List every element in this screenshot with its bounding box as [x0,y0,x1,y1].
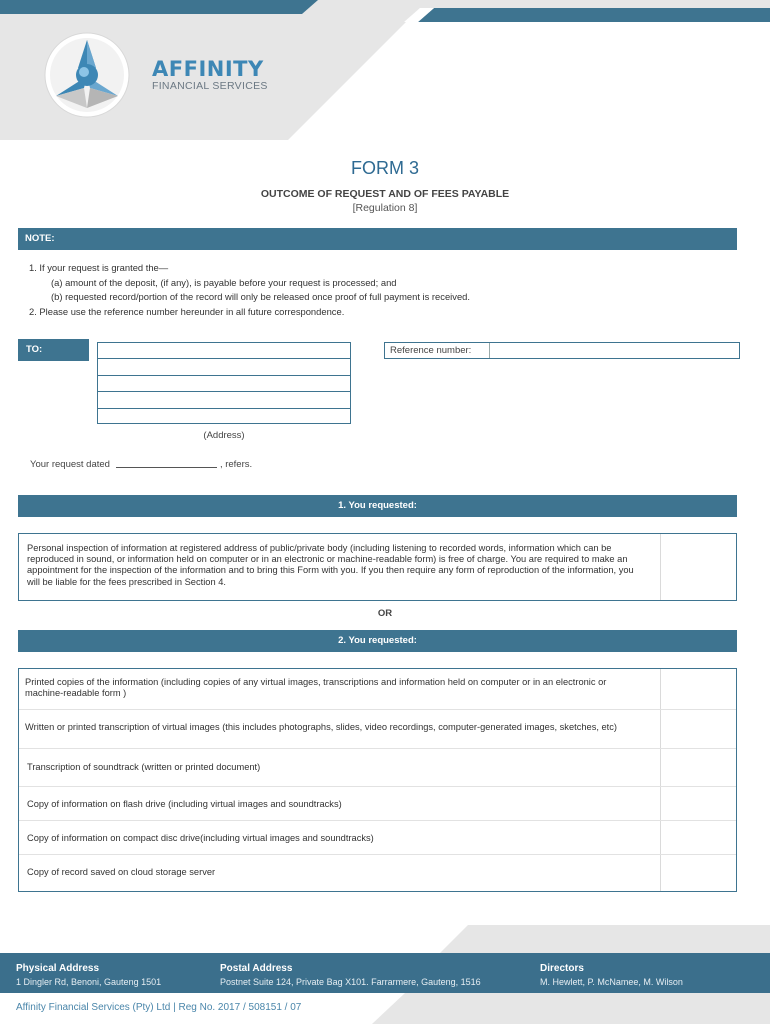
section2-option-text: Copy of record saved on cloud storage server [27,867,216,877]
note-item-1: 1. If your request is granted the— [29,262,169,273]
section2-option-row [19,749,736,787]
section1-table [18,533,737,601]
section2-option-checkbox[interactable] [660,749,736,786]
footer-directors [540,963,683,987]
note-list [29,261,470,319]
footer-company-line: Affinity Financial Services (Pty) Ltd | Reg No. 2017 / 508151 / 07 [16,1002,302,1013]
form-title: FORM 3 [350,158,419,178]
footer-physical-text: 1 Dingler Rd, Benoni, Gauteng 1501 [16,977,162,987]
footer-postal-heading: Postal Address [220,963,293,974]
section2-option-checkbox[interactable] [660,855,736,891]
section2-option-text: Copy of information on flash drive (including virtual images and soundtracks) [27,799,342,809]
or-label: OR [377,608,393,619]
address-label: (Address) [203,430,245,441]
section2-heading: 2. You requested: [18,630,737,652]
section2-option-checkbox[interactable] [660,787,736,820]
footer-postal-text: Postnet Suite 124, Private Bag X101. Farrarmere, Gauteng, 1516 [220,977,481,987]
section2-option-row [19,821,736,855]
company-logo-icon [44,28,130,122]
section2-option-checkbox[interactable] [660,669,736,709]
section2-option-row [19,855,736,891]
note-item-1b: (b) requested record/portion of the record will only be released once proof of full payment is received. [51,291,470,303]
section1-option-row [19,534,736,600]
footer-directors-text: M. Hewlett, P. McNamee, M. Wilson [540,977,683,987]
section1-option-checkbox[interactable] [660,534,736,600]
section2-option-row [19,787,736,821]
request-dated-prefix: Your request dated [30,459,110,470]
footer-postal-address [220,963,481,987]
form-subtitle: OUTCOME OF REQUEST AND OF FEES PAYABLE [260,188,510,200]
footer-physical-heading: Physical Address [16,963,100,974]
section2-option-checkbox[interactable] [660,710,736,748]
section2-table [18,668,737,892]
note-item-2: 2. Please use the reference number hereunder in all future correspondence. [29,305,345,317]
section1-option-text: Personal inspection of information at registered address of public/private body (including listening to recorded words, information which can be reproduced in sound, or information held on computer or in an electronic or machine-readable form) is free of charge. You are required to make an appointment for the inspection of the information and to bring this Form with you. If you then require any form of reproduction of the information, you will be liable for the fees prescribed in Section 4. [27,543,634,587]
section2-option-text: Written or printed transcription of virtual images (this includes photographs, slides, video recordings, computer-generated images, sketches, etc) [25,722,618,732]
footer-physical-address [16,963,161,987]
address-line-2[interactable] [98,359,350,375]
section2-option-text: Transcription of soundtrack (written or printed document) [27,762,261,772]
to-label: TO: [18,339,89,361]
note-heading: NOTE: [18,228,737,250]
request-dated-suffix: , refers. [219,459,253,470]
section2-option-checkbox[interactable] [660,821,736,854]
section2-option-row [19,669,736,710]
note-item-1a: (a) amount of the deposit, (if any), is payable before your request is processed; and [51,276,397,288]
section2-option-text: Printed copies of the information (including copies of any virtual images, transcriptions and information held on computer or in an electronic or machine-readable form ) [25,677,607,699]
section2-option-row [19,710,736,749]
reference-divider [489,343,490,358]
address-field [97,342,351,424]
brand-tagline: FINANCIAL SERVICES [152,80,268,92]
footer-directors-heading: Directors [540,963,584,974]
brand-block [152,58,268,92]
section1-heading: 1. You requested: [18,495,737,517]
address-line-3[interactable] [98,376,350,392]
address-line-5[interactable] [98,409,350,425]
address-line-4[interactable] [98,392,350,408]
request-dated-line [30,459,252,470]
section2-option-text: Copy of information on compact disc drive(including virtual images and soundtracks) [27,833,374,843]
brand-name: AFFINITY [152,57,264,81]
reference-number-label: Reference number: [390,345,472,356]
reference-number-field[interactable] [384,342,740,359]
request-date-blank[interactable] [116,467,217,468]
form-regulation: [Regulation 8] [352,202,418,214]
address-line-1[interactable] [98,343,350,359]
